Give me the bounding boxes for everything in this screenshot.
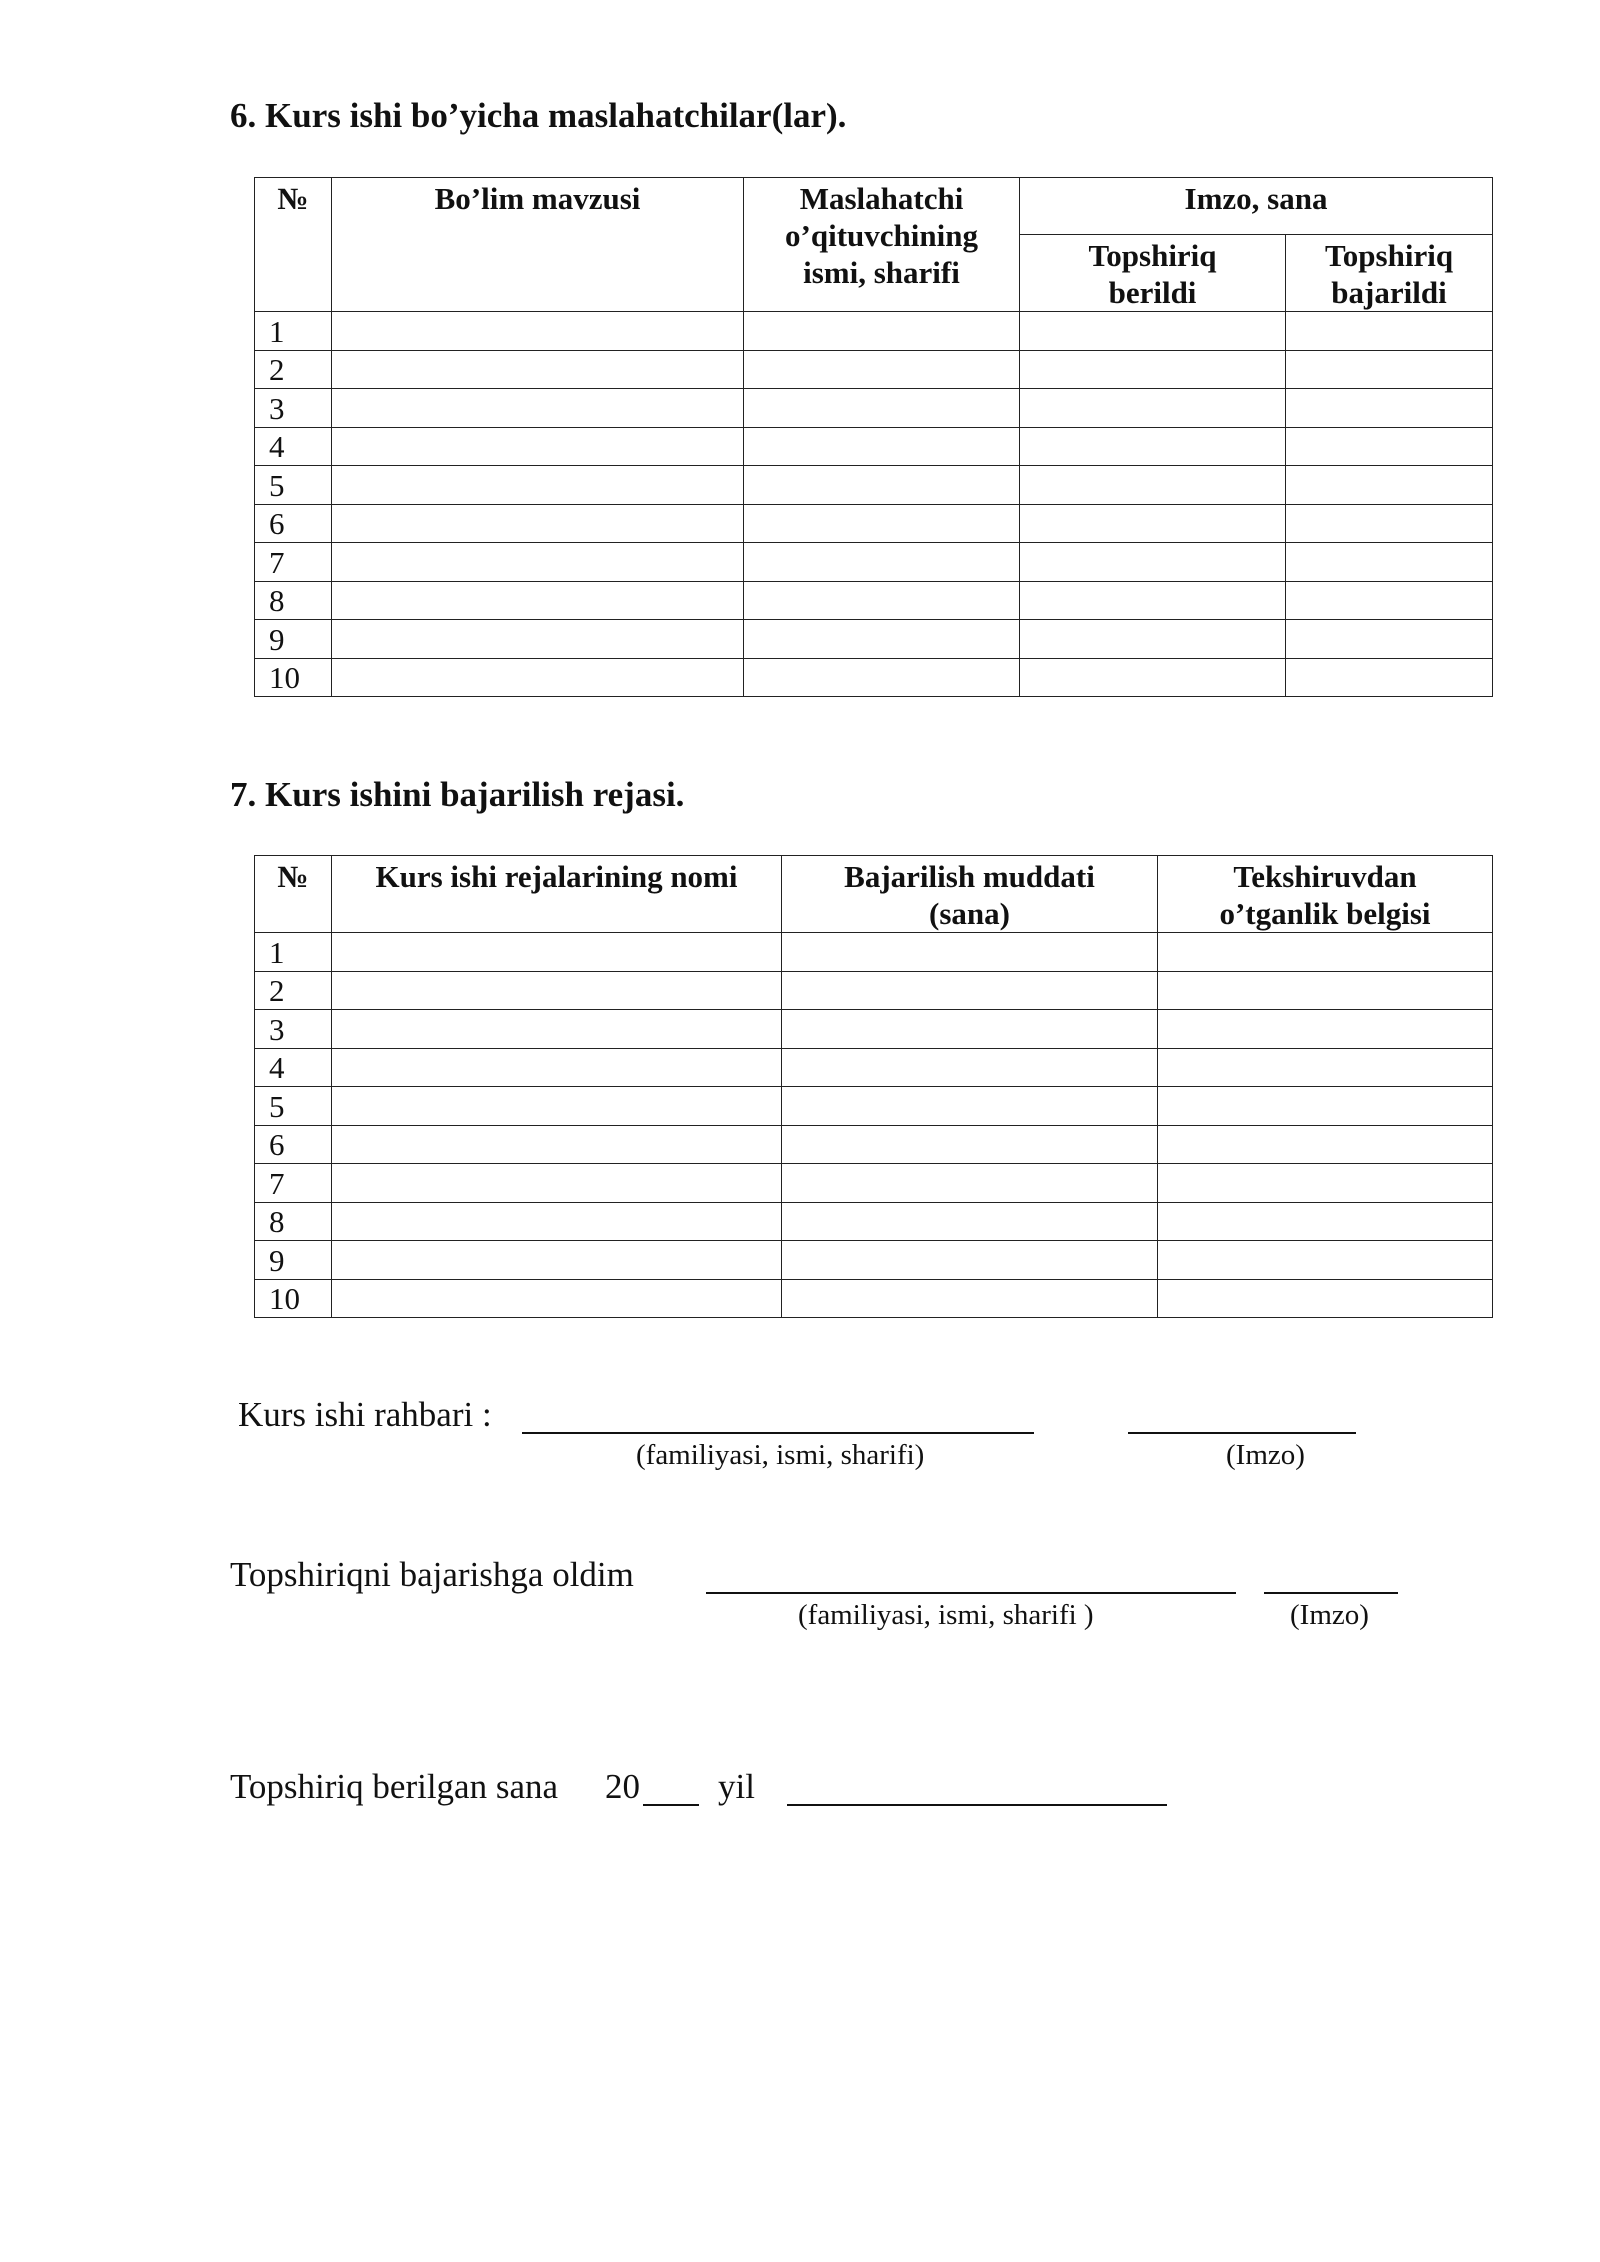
table-cell[interactable] [1286, 312, 1493, 351]
table-row [255, 1048, 1493, 1087]
row-number: 10 [255, 658, 332, 697]
table-row [255, 971, 1493, 1010]
header-task-given [1020, 235, 1286, 312]
supervisor-name-line[interactable] [522, 1432, 1034, 1434]
table-row [255, 504, 1493, 543]
accepted-name-caption: (familiyasi, ismi, sharifi ) [798, 1599, 1094, 1631]
table-cell[interactable] [332, 543, 744, 582]
table-cell[interactable] [1158, 1164, 1493, 1203]
accepted-name-line[interactable] [706, 1592, 1236, 1594]
table-row [255, 620, 1493, 659]
table-cell[interactable] [332, 1010, 782, 1049]
date-year-suffix: yil [718, 1767, 755, 1806]
table-row [255, 1087, 1493, 1126]
table-cell[interactable] [332, 658, 744, 697]
table-cell[interactable] [782, 1125, 1158, 1164]
table-row [255, 350, 1493, 389]
row-number: 3 [255, 1010, 332, 1049]
table-cell[interactable] [744, 620, 1020, 659]
header-topic: Bo’lim mavzusi [332, 178, 744, 312]
table-cell[interactable] [332, 427, 744, 466]
section6-title: 6. Kurs ishi bo’yicha maslahatchilar(lar). [230, 96, 847, 135]
table-cell[interactable] [332, 620, 744, 659]
date-line[interactable] [787, 1804, 1167, 1806]
header-task-done [1286, 235, 1493, 312]
row-number: 1 [255, 312, 332, 351]
accepted-sign-caption: (Imzo) [1290, 1599, 1369, 1631]
row-number: 9 [255, 1241, 332, 1280]
table-cell[interactable] [744, 389, 1020, 428]
row-number: 6 [255, 504, 332, 543]
table-cell[interactable] [744, 427, 1020, 466]
header-task-done-line2: bajarildi [1331, 275, 1447, 310]
header-task-given-line1: Topshiriq [1088, 238, 1217, 273]
table-cell[interactable] [1158, 971, 1493, 1010]
table-cell[interactable] [1020, 427, 1286, 466]
table-cell[interactable] [744, 543, 1020, 582]
row-number: 8 [255, 1202, 332, 1241]
row-number: 10 [255, 1279, 332, 1318]
row-number: 8 [255, 581, 332, 620]
table-cell[interactable] [332, 350, 744, 389]
row-number: 4 [255, 427, 332, 466]
table-cell[interactable] [744, 581, 1020, 620]
table-cell[interactable] [1158, 1010, 1493, 1049]
table-cell[interactable] [1020, 466, 1286, 505]
table-cell[interactable] [782, 1048, 1158, 1087]
supervisor-label: Kurs ishi rahbari : [238, 1395, 492, 1434]
row-number: 5 [255, 466, 332, 505]
table-cell[interactable] [332, 466, 744, 505]
table-row [255, 1279, 1493, 1318]
table-cell[interactable] [744, 466, 1020, 505]
row-number: 9 [255, 620, 332, 659]
row-number: 7 [255, 1164, 332, 1203]
table-cell[interactable] [1158, 1279, 1493, 1318]
table-row [255, 543, 1493, 582]
table-cell[interactable] [1286, 543, 1493, 582]
table-row [255, 1241, 1493, 1280]
table-cell[interactable] [782, 1241, 1158, 1280]
table-cell[interactable] [1158, 1202, 1493, 1241]
table-cell[interactable] [332, 312, 744, 351]
table-cell[interactable] [1286, 581, 1493, 620]
header-num: № [255, 178, 332, 312]
table-cell[interactable] [1020, 350, 1286, 389]
table-cell[interactable] [1020, 658, 1286, 697]
accepted-label: Topshiriqni bajarishga oldim [230, 1555, 634, 1594]
table-cell[interactable] [1286, 427, 1493, 466]
table-cell[interactable] [332, 1048, 782, 1087]
table-row [255, 658, 1493, 697]
row-number: 6 [255, 1125, 332, 1164]
table-cell[interactable] [332, 504, 744, 543]
advisors-table [254, 177, 1493, 697]
header-advisor [744, 178, 1020, 312]
header-advisor-line3: ismi, sharifi [803, 255, 960, 290]
row-number: 2 [255, 350, 332, 389]
table-cell[interactable] [1286, 620, 1493, 659]
table-cell[interactable] [782, 933, 1158, 972]
table-cell[interactable] [332, 581, 744, 620]
table-cell[interactable] [1020, 581, 1286, 620]
table-cell[interactable] [1286, 389, 1493, 428]
table-row [255, 1125, 1493, 1164]
supervisor-sign-caption: (Imzo) [1226, 1439, 1305, 1471]
table-row [255, 933, 1493, 972]
table-cell[interactable] [744, 350, 1020, 389]
table-cell[interactable] [1158, 1087, 1493, 1126]
header-num: № [255, 856, 332, 933]
table-cell[interactable] [1286, 658, 1493, 697]
date-year-prefix: 20 [605, 1767, 640, 1806]
table-row [255, 1202, 1493, 1241]
header-check-line2: o’tganlik belgisi [1219, 896, 1431, 931]
table-cell[interactable] [1158, 1125, 1493, 1164]
header-task-given-line2: berildi [1108, 275, 1197, 310]
table-row [255, 312, 1493, 351]
header-task-done-line1: Topshiriq [1324, 238, 1454, 273]
accepted-sign-line[interactable] [1264, 1592, 1398, 1594]
table-cell[interactable] [332, 1125, 782, 1164]
table-cell[interactable] [1020, 312, 1286, 351]
table-cell[interactable] [332, 1279, 782, 1318]
header-deadline-line1: Bajarilish muddati [844, 859, 1095, 894]
header-check-line1: Tekshiruvdan [1233, 859, 1417, 894]
row-number: 7 [255, 543, 332, 582]
table-cell[interactable] [1286, 466, 1493, 505]
table-cell[interactable] [332, 933, 782, 972]
supervisor-name-caption: (familiyasi, ismi, sharifi) [636, 1439, 925, 1471]
table-cell[interactable] [332, 1164, 782, 1203]
table-cell[interactable] [1020, 543, 1286, 582]
table-cell[interactable] [332, 389, 744, 428]
row-number: 5 [255, 1087, 332, 1126]
table-cell[interactable] [1020, 504, 1286, 543]
table-cell[interactable] [1158, 933, 1493, 972]
row-number: 4 [255, 1048, 332, 1087]
table-cell[interactable] [332, 1241, 782, 1280]
supervisor-sign-line[interactable] [1128, 1432, 1356, 1434]
header-check-mark [1158, 856, 1493, 933]
table-cell[interactable] [782, 1164, 1158, 1203]
header-advisor-line2: o’qituvchining [785, 218, 978, 253]
table-row [255, 389, 1493, 428]
table-row [255, 1010, 1493, 1049]
table-cell[interactable] [1020, 389, 1286, 428]
row-number: 3 [255, 389, 332, 428]
table-cell[interactable] [1158, 1241, 1493, 1280]
table-cell[interactable] [744, 312, 1020, 351]
header-sign-date: Imzo, sana [1020, 178, 1493, 235]
table-cell[interactable] [744, 658, 1020, 697]
table-cell[interactable] [782, 1279, 1158, 1318]
table-cell[interactable] [1020, 620, 1286, 659]
table-row [255, 1164, 1493, 1203]
plan-table [254, 855, 1493, 1318]
table-cell[interactable] [1286, 350, 1493, 389]
table-row [255, 427, 1493, 466]
table-cell[interactable] [782, 1087, 1158, 1126]
table-row [255, 466, 1493, 505]
table-cell[interactable] [332, 1202, 782, 1241]
table-cell[interactable] [782, 971, 1158, 1010]
table-cell[interactable] [332, 1087, 782, 1126]
header-deadline [782, 856, 1158, 933]
header-advisor-line1: Maslahatchi [799, 181, 964, 216]
date-label: Topshiriq berilgan sana [230, 1767, 559, 1806]
header-deadline-line2: (sana) [929, 896, 1010, 931]
table-row [255, 581, 1493, 620]
table-cell[interactable] [1158, 1048, 1493, 1087]
date-year-line[interactable] [643, 1804, 699, 1806]
table-cell[interactable] [744, 504, 1020, 543]
header-plan-name: Kurs ishi rejalarining nomi [332, 856, 782, 933]
table-cell[interactable] [1286, 504, 1493, 543]
table-cell[interactable] [332, 971, 782, 1010]
row-number: 2 [255, 971, 332, 1010]
row-number: 1 [255, 933, 332, 972]
table-cell[interactable] [782, 1010, 1158, 1049]
table-cell[interactable] [782, 1202, 1158, 1241]
section7-title: 7. Kurs ishini bajarilish rejasi. [230, 775, 685, 814]
